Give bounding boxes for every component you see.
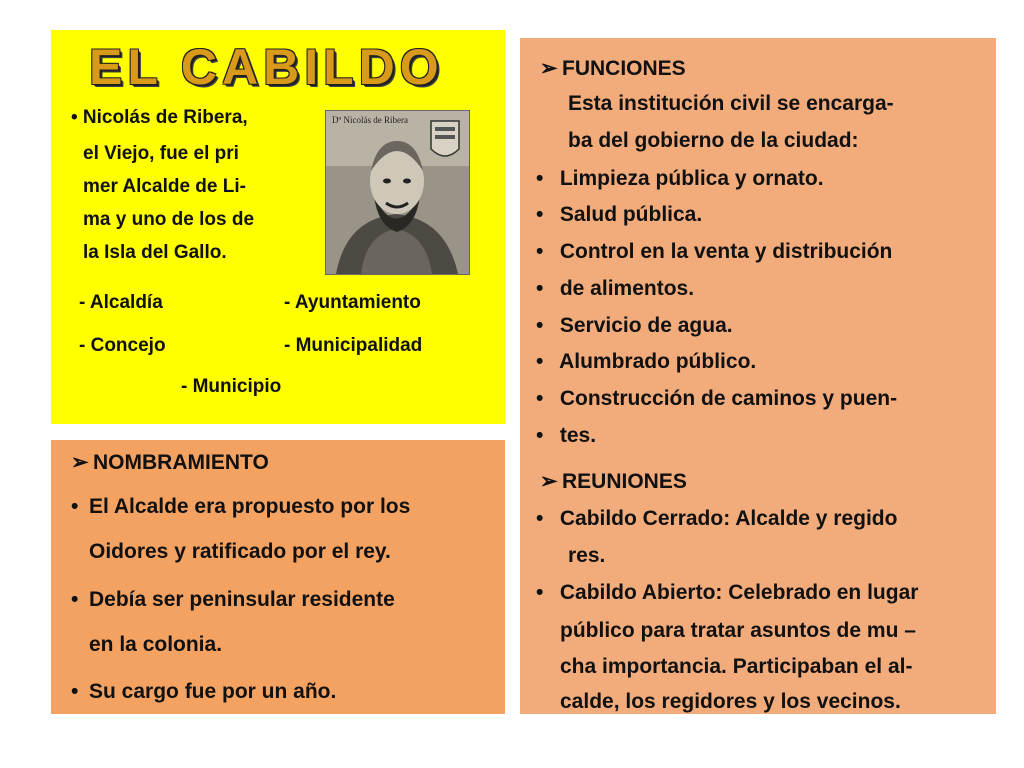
bio-line-2: el Viejo, fue el pri [83, 143, 239, 164]
funciones-item [536, 350, 756, 374]
funciones-item [536, 167, 824, 191]
funciones-item-text: tes. [559, 424, 597, 447]
bullet-icon: • [536, 240, 544, 263]
name-alcaldia: - Alcaldía [79, 292, 163, 313]
bullet-icon: • [71, 680, 79, 703]
funciones-intro-1: Esta institución civil se encarga- [568, 92, 894, 115]
name-municipio: - Municipio [181, 376, 282, 397]
bullet-icon: • [536, 507, 544, 530]
funciones-heading [540, 56, 686, 81]
funciones-item [536, 203, 702, 227]
reuniones-line: público para tratar asuntos de mu – [560, 619, 916, 642]
bio-line-3: mer Alcalde de Li- [83, 176, 246, 197]
funciones-item-text: Alumbrado público. [559, 350, 757, 373]
arrow-icon: ➢ [540, 470, 558, 493]
funciones-item-text: Construcción de caminos y puen- [559, 387, 898, 410]
bullet-icon: • [536, 203, 544, 226]
arrow-icon: ➢ [540, 57, 558, 80]
nombramiento-line-1: El Alcalde era propuesto por los [89, 495, 411, 518]
reuniones-line: calde, los regidores y los vecinos. [560, 690, 901, 713]
funciones-item-text: Salud pública. [559, 203, 703, 226]
funciones-item [536, 387, 897, 411]
portrait-caption: Dº Nicolás de Ribera [332, 115, 409, 125]
nombramiento-panel [51, 440, 505, 714]
nombramiento-item-3 [71, 680, 336, 704]
reuniones-item [536, 581, 918, 605]
reuniones-line: cha importancia. Participaban el al- [560, 655, 913, 678]
funciones-item [536, 277, 694, 301]
portrait-image [325, 110, 470, 275]
bullet-icon: • [536, 167, 544, 190]
nombramiento-heading [71, 450, 269, 475]
bullet-icon: • [536, 277, 544, 300]
funciones-item [536, 314, 733, 338]
funciones-item-text: Servicio de agua. [559, 314, 733, 337]
nombramiento-line-5: Su cargo fue por un año. [89, 680, 337, 703]
bullet-icon: • [536, 314, 544, 337]
name-concejo: - Concejo [79, 335, 166, 356]
nombramiento-line-2: Oidores y ratificado por el rey. [89, 540, 391, 563]
reuniones-line: Cabildo Cerrado: Alcalde y regido [559, 507, 898, 530]
funciones-panel [520, 38, 996, 714]
reuniones-heading-text: REUNIONES [562, 470, 687, 493]
nombramiento-heading-text: NOMBRAMIENTO [93, 451, 269, 474]
bullet-icon: • [71, 588, 79, 611]
funciones-item [536, 240, 892, 264]
bullet-icon: • [536, 581, 544, 604]
reuniones-heading [540, 469, 687, 494]
funciones-item-text: Limpieza pública y ornato. [559, 167, 824, 190]
arrow-icon: ➢ [71, 451, 89, 474]
page-title: EL CABILDO [89, 39, 444, 95]
nombramiento-line-3: Debía ser peninsular residente [89, 588, 395, 611]
funciones-item-text: Control en la venta y distribución [559, 240, 893, 263]
bio-line-5: la Isla del Gallo. [83, 242, 227, 263]
funciones-heading-text: FUNCIONES [562, 57, 686, 80]
nombramiento-item-1 [71, 495, 410, 519]
funciones-intro-2: ba del gobierno de la ciudad: [568, 129, 859, 152]
bullet-icon: • [536, 387, 544, 410]
funciones-item [536, 424, 596, 448]
cabildo-panel [51, 30, 505, 424]
bullet-icon: • [71, 495, 79, 518]
reuniones-line: Cabildo Abierto: Celebrado en lugar [559, 581, 919, 604]
funciones-item-text: de alimentos. [559, 277, 695, 300]
bullet-icon: • [536, 350, 544, 373]
bullet-icon: • [536, 424, 544, 447]
reuniones-line: res. [568, 544, 606, 567]
bio-line-4: ma y uno de los de [83, 209, 255, 230]
nombramiento-item-2 [71, 588, 395, 612]
name-municipalidad: - Municipalidad [284, 335, 423, 356]
portrait-drawing [326, 111, 469, 274]
name-ayuntamiento: - Ayuntamiento [284, 292, 421, 313]
bio-line-1: • Nicolás de Ribera, [71, 107, 248, 128]
nombramiento-line-4: en la colonia. [89, 633, 223, 656]
reuniones-item [536, 507, 897, 531]
